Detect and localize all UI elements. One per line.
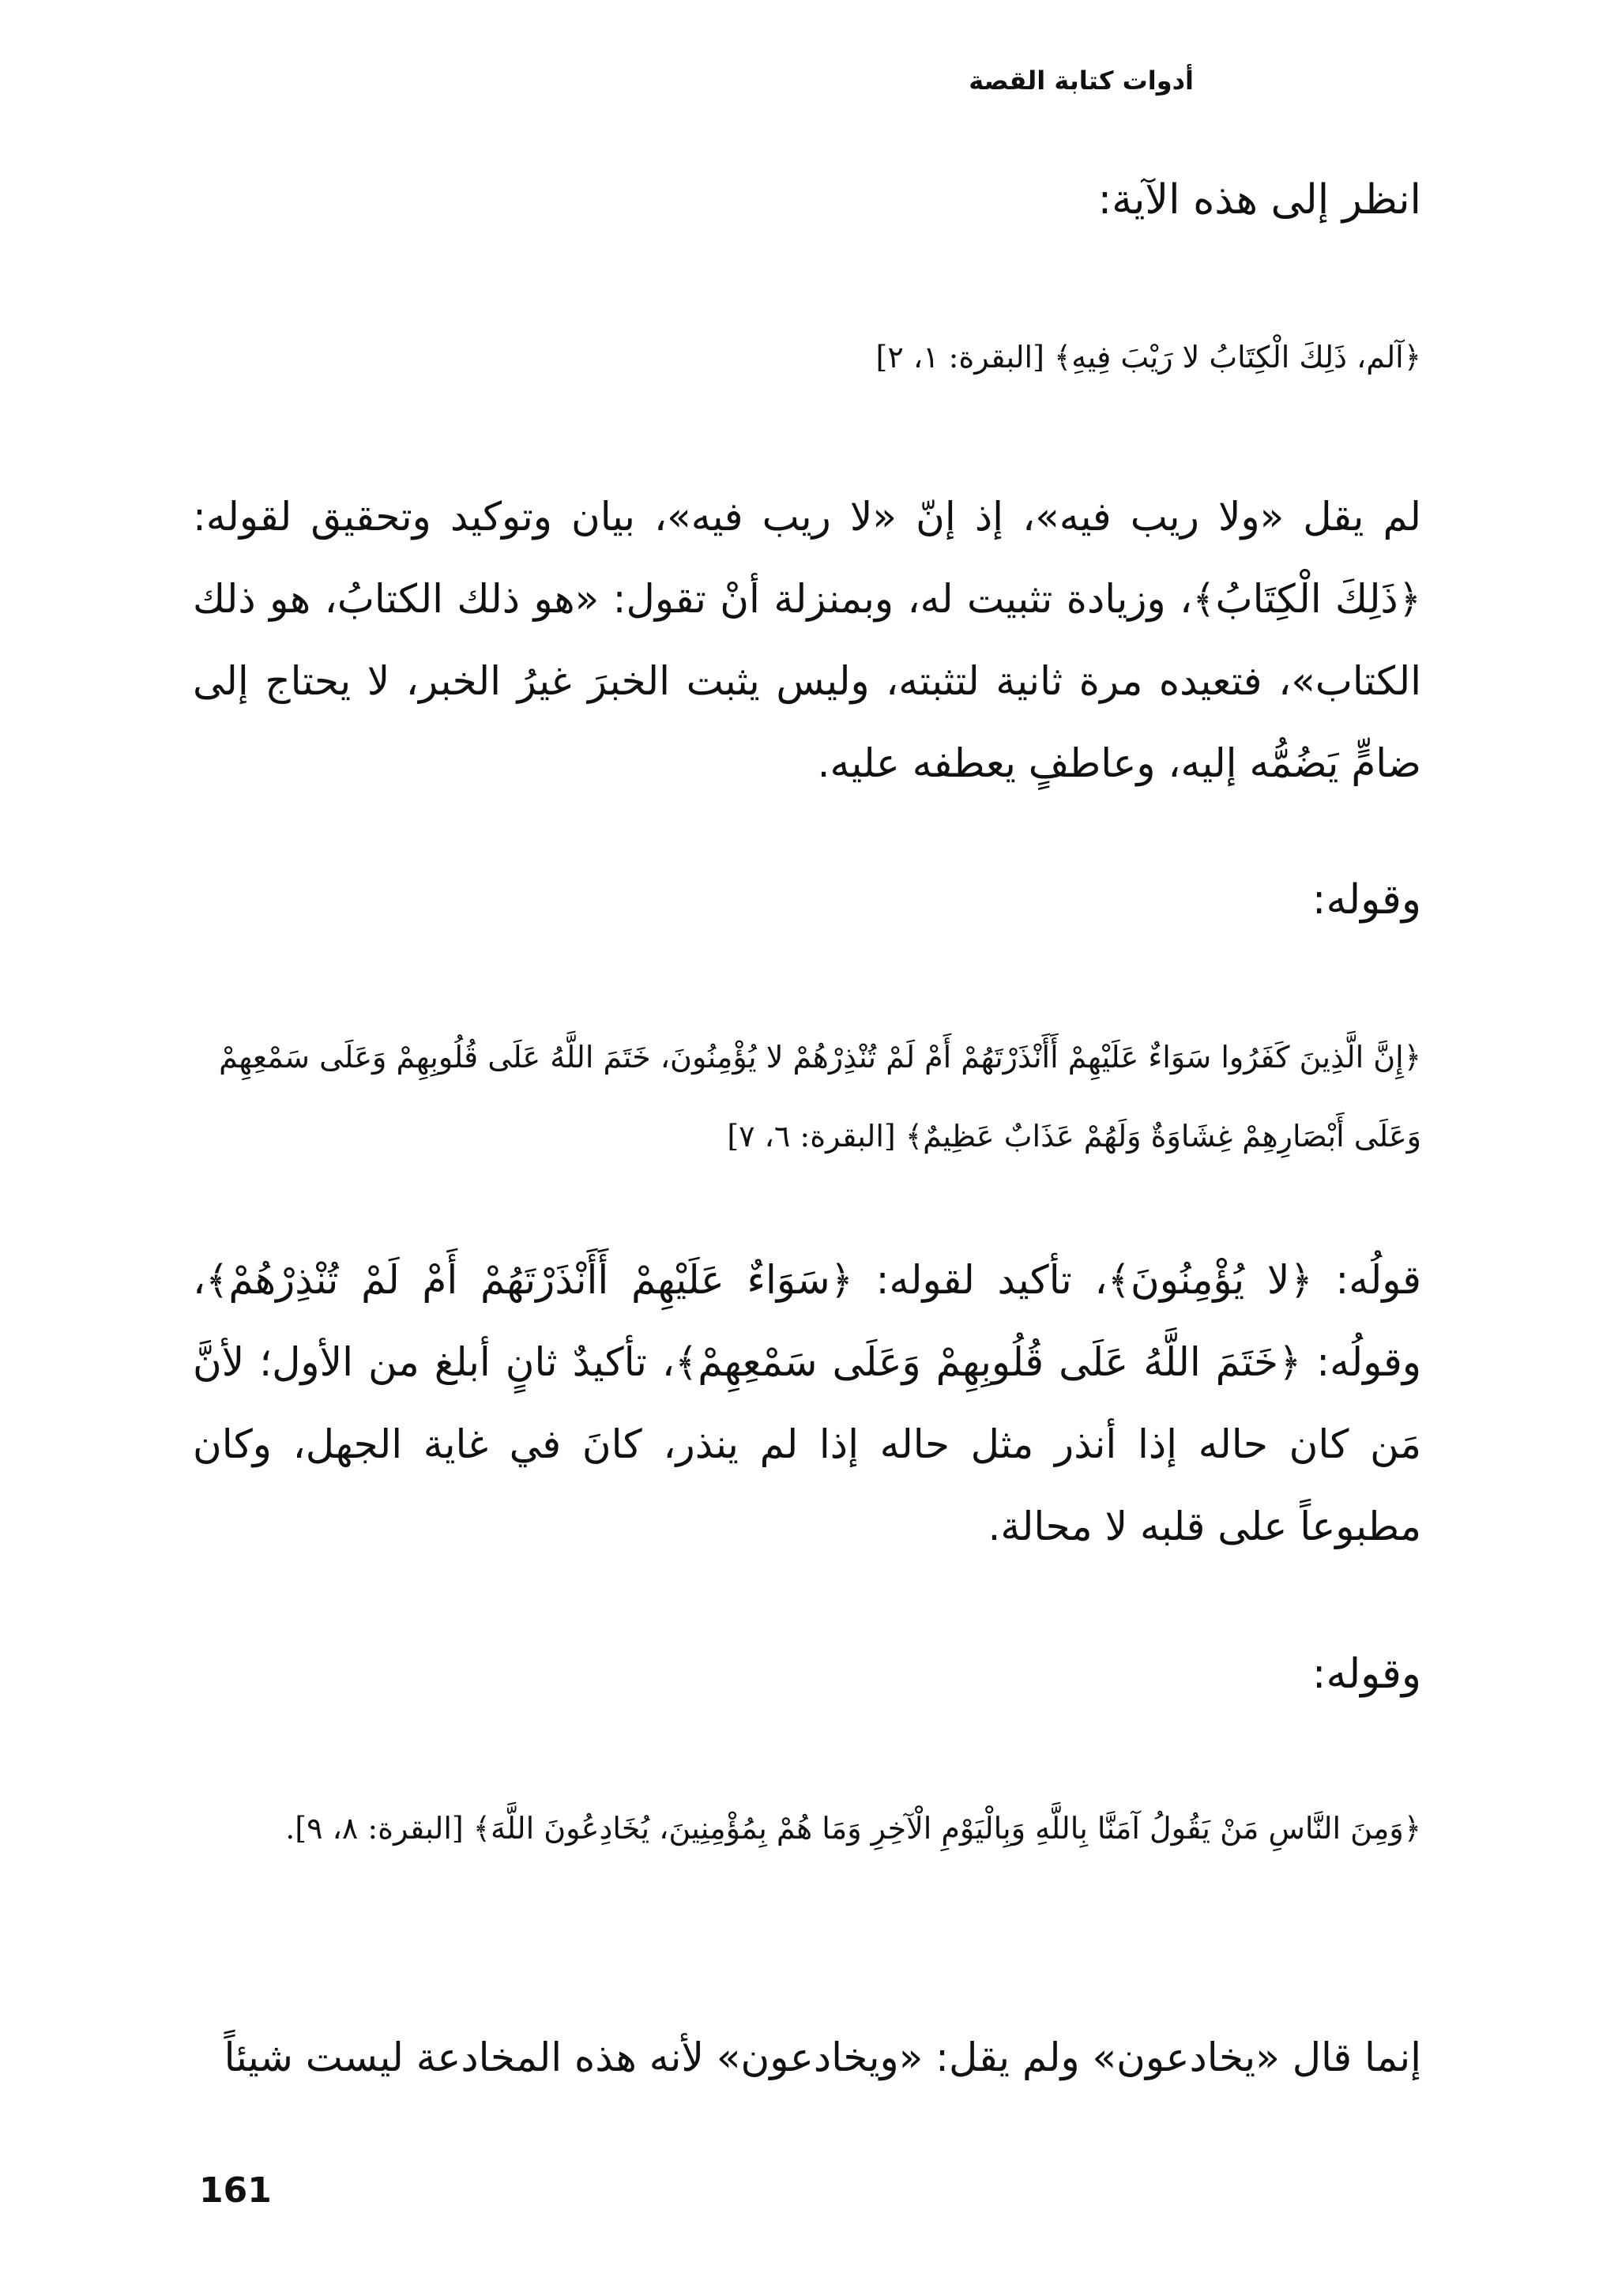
quran-verse-3: ﴿وَمِنَ النَّاسِ مَنْ يَقُولُ آمَنَّا بِاللَّهِ وَبِالْيَوْمِ الْآخِرِ وَمَا هُمْ بِمُؤْمِنِينَ، يُخَادِعُونَ اللَّهَ﴾ [البقرة: ٨، ٩]. <box>285 1811 1421 1846</box>
verse-label-3: وقوله: <box>1311 1650 1421 1698</box>
intro-line: انظر إلى هذه الآية: <box>1097 176 1421 224</box>
paragraph-2: قولُه: ﴿لا يُؤْمِنُونَ﴾، تأكيد لقوله: ﴿سَوَاءٌ عَلَيْهِمْ أَأَنْذَرْتَهُمْ أَمْ لَمْ تُنْذِرْهُمْ﴾، وقولُه: ﴿خَتَمَ اللَّهُ عَلَى قُلُوبِهِمْ وَعَلَى سَمْعِهِمْ﴾، تأكيدٌ ثانٍ أبلغ من الأول؛ لأنَّ مَن كان حاله إذا أنذر مثل حاله إذا لم ينذر، كانَ في غاية الجهل، وكان مطبوعاً على قلبه لا محالة. <box>193 1257 1421 1549</box>
paragraph-3: إنما قال «يخادعون» ولم يقل: «ويخادعون» لأنه هذه المخادعة ليست شيئاً <box>224 2034 1421 2080</box>
verse-label-2: وقوله: <box>1311 876 1421 924</box>
quran-verse-2: ﴿إِنَّ الَّذِينَ كَفَرُوا سَوَاءٌ عَلَيْهِمْ أَأَنْذَرْتَهُمْ أَمْ لَمْ تُنْذِرْهُمْ لا يُؤْمِنُونَ، خَتَمَ اللَّهُ عَلَى قُلُوبِهِمْ وَعَلَى سَمْعِهِمْ وَعَلَى أَبْصَارِهِمْ غِشَاوَةٌ وَلَهُمْ عَذَابٌ عَظِيمٌ﴾ [البقرة: ٦، ٧] <box>219 1040 1421 1154</box>
running-title: أدوات كتابة القصة <box>969 66 1194 96</box>
page-number: 161 <box>199 2170 272 2211</box>
paragraph-1: لم يقل «ولا ريب فيه»، إذ إنّ «لا ريب فيه»، بيان وتوكيد وتحقيق لقوله: ﴿ذَلِكَ الْكِتَابُ﴾، وزيادة تثبيت له، وبمنزلة أنْ تقول: «هو ذلك الكتابُ، هو ذلك الكتاب»، فتعيده مرة ثانية لتثبته، وليس يثبت الخبرَ غيرُ الخبر، لا يحتاج إلى ضامٍّ يَضُمُّه إليه، وعاطفٍ يعطفه عليه. <box>193 494 1421 786</box>
quran-verse-1: ﴿آلم، ذَلِكَ الْكِتَابُ لا رَيْبَ فِيهِ﴾ [البقرة: ١، ٢] <box>875 340 1421 375</box>
